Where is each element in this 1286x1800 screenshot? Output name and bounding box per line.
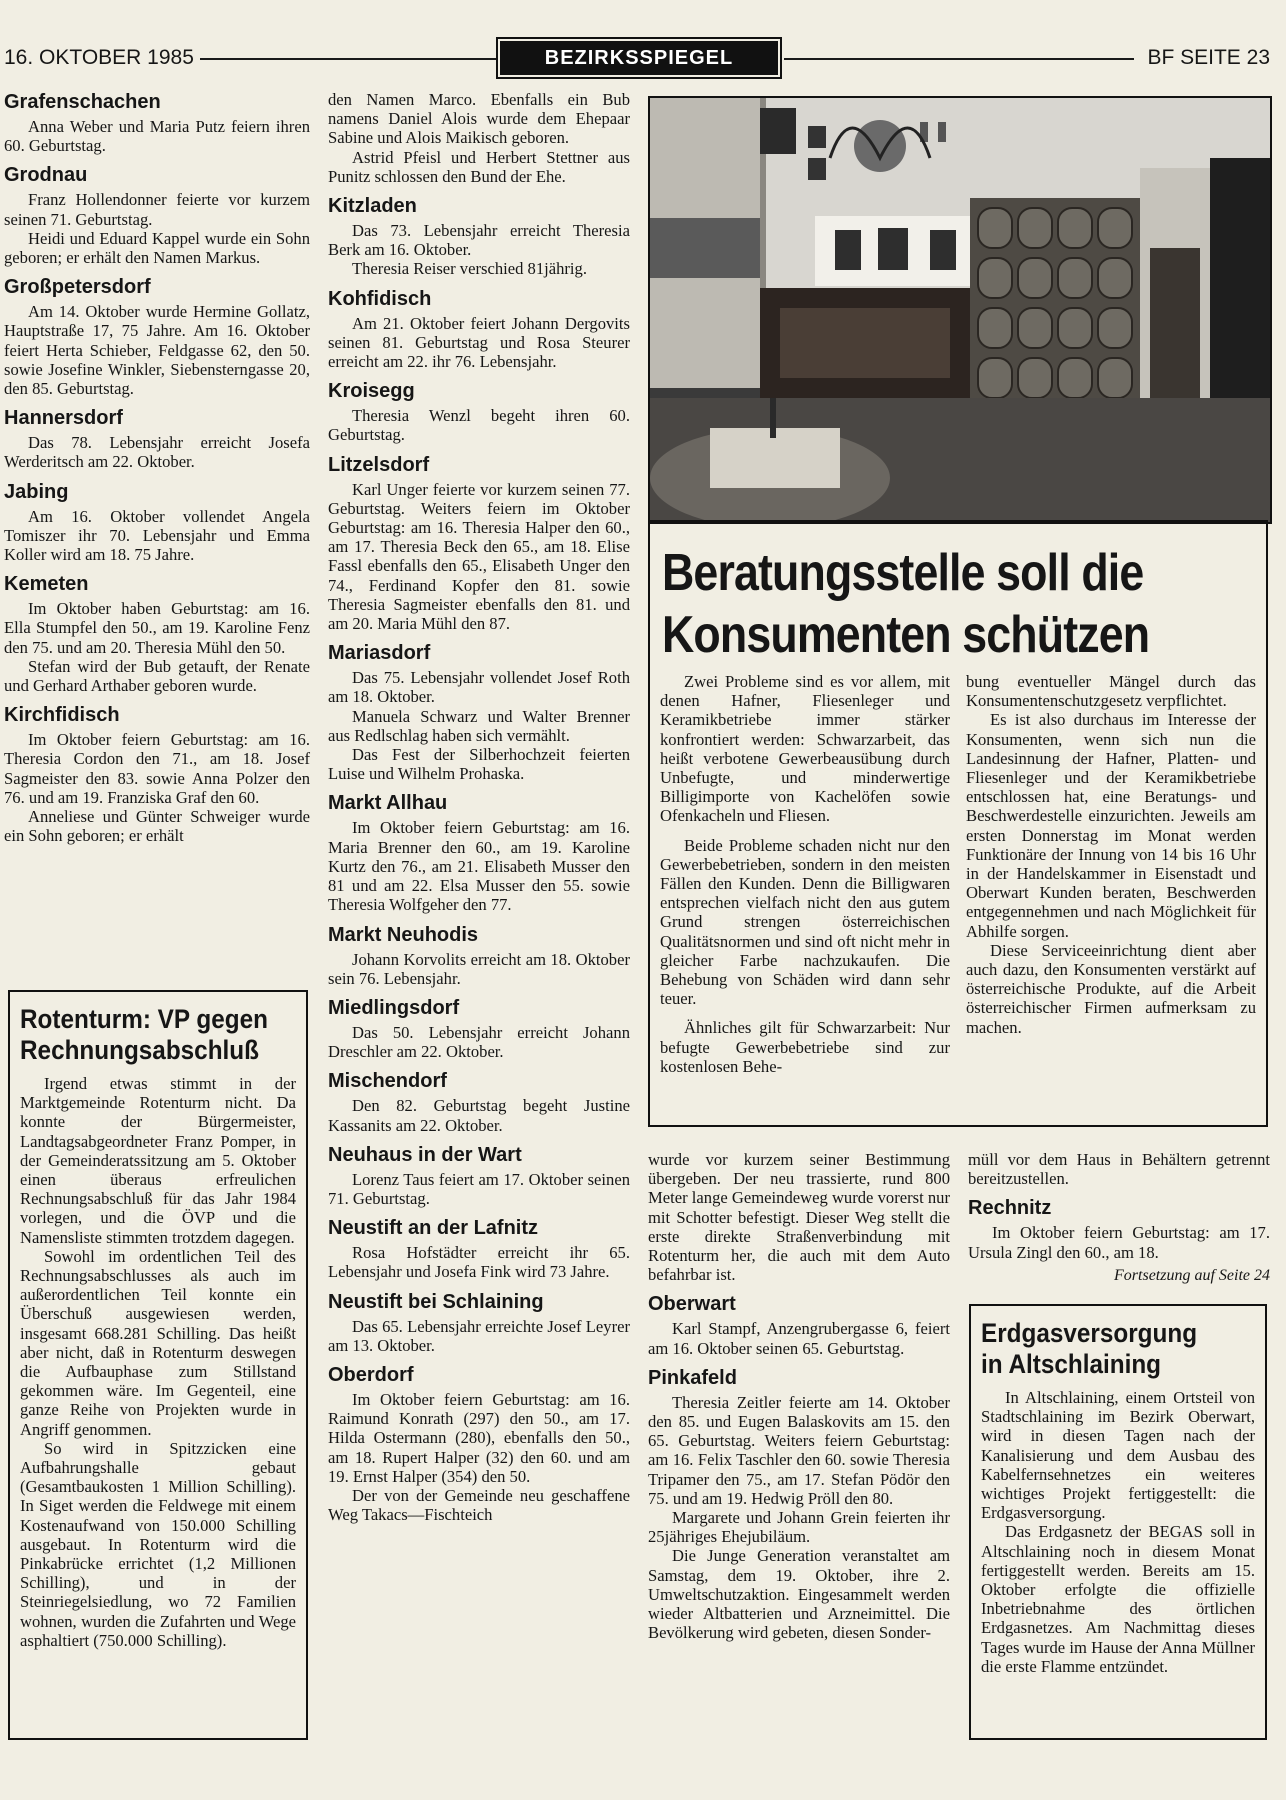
locality-heading: Kroisegg	[328, 380, 415, 403]
locality-heading: Grafenschachen	[4, 91, 161, 113]
locality-heading: Litzelsdorf	[328, 453, 430, 476]
locality-heading: Neustift bei Schlaining	[328, 1290, 544, 1313]
feature-column-left	[660, 672, 950, 1076]
locality-text: Astrid Pfeisl und Herbert Stettner aus Punitz schlossen den Bund der Ehe.	[328, 147, 630, 186]
locality-text: Theresia Zeitler feierte am 14. Oktober den 85. und Eugen Balaskovits am 15. den 65. Geburtstag. Weiters feiern Geburtstag: am 16. Felix Taschler den 60. sowie Theresia Tripamer den 75., am 17. Stefan Pödör den 75. und am 19. Hedwig Pröll den 80.	[648, 1392, 950, 1508]
article-paragraph: So wird in Spitzzicken eine Aufbahrungshalle gebaut (Gesamtbaukosten 1 Million Schilling). In Siget werden die Feldwege mit einem Kostenaufwand von 150.000 Schilling ausgebaut. In Rotenturm wird die Pinkabrücke errichtet (1,2 Millionen Schilling), und in der Steinriegelsiedlung, wo 72 Familien wohnen, wurden die Zufahrten und Wege asphaltiert (750.000 Schilling).	[20, 1438, 296, 1650]
locality-text: Das 50. Lebensjahr erreicht Johann Dreschler am 22. Oktober.	[328, 1022, 630, 1062]
locality-text: Franz Hollendonner feierte vor kurzem seinen 71. Geburtstag.	[4, 190, 310, 229]
locality-text: Das 65. Lebensjahr erreichte Josef Leyrer am 13. Oktober.	[328, 1316, 630, 1355]
headline-line-1: Beratungsstelle soll die	[662, 544, 1144, 602]
locality-text: Anna Weber und Maria Putz feiern ihren 60. Geburtstag.	[4, 117, 310, 156]
locality-heading: Pinkafeld	[648, 1366, 737, 1389]
article-paragraph: Das Erdgasnetz der BEGAS soll in Altschlaining noch in diesem Monat fertiggestellt werden. Bereits am 15. Oktober erfolgte die offizielle Inbetriebnahme des örtlichen Erdgasnetzes. Am Nachmittag dieses Tages wurde im Hause der Anna Müllner die erste Flamme entzündet.	[981, 1522, 1255, 1676]
locality-heading: Markt Neuhodis	[328, 923, 479, 946]
locality-text: Das Fest der Silberhochzeit feierten Luise und Wilhelm Prohaska.	[328, 745, 630, 784]
locality-heading: Kirchfidisch	[4, 704, 120, 727]
feature-column-right	[966, 672, 1256, 1037]
locality-text: Manuela Schwarz und Walter Brenner aus Redlschlag haben sich vermählt.	[328, 706, 630, 745]
locality-text: Im Oktober feiern Geburtstag: am 17. Ursula Zingl den 60., am 18.	[968, 1223, 1270, 1262]
locality-text: Karl Unger feierte vor kurzem seinen 77. Geburtstag. Weiters feiern im Oktober Geburtstag: am 16. Theresia Halper den 60., am 17. Theresia Beck den 65., am 18. Elise Fassl ebenfalls den 65., Elisabeth Unger den 74., Ferdinand Kopfer den 81. sowie Theresia Sagmeister ebenfalls den 81. und am 20. Maria Mühl den 87.	[328, 479, 630, 634]
locality-heading: Mischendorf	[328, 1070, 447, 1093]
locality-heading: Kitzladen	[328, 195, 417, 218]
headline-line-2: Rechnungsabschluß	[20, 1035, 259, 1065]
page-header	[4, 44, 1270, 76]
locality-heading: Miedlingsdorf	[328, 996, 460, 1019]
article-box-rotenturm	[8, 990, 308, 1740]
locality-text: Theresia Reiser verschied 81jährig.	[352, 259, 587, 279]
continuation-note: Fortsetzung auf Seite 24	[1114, 1266, 1270, 1284]
locality-heading: Hannersdorf	[4, 407, 123, 430]
article-paragraph: Sowohl im ordentlichen Teil des Rechnungsabschlusses als auch im außerordentlichen Teil konnte ein Überschuß ausgewiesen werden, insgesamt 668.281 Schilling. Das heißt aber nicht, daß in Rotenturm deswegen die Aufbauphase zum Stillstand gekommen wäre. Im Gegenteil, eine ganze Reihe von Projekten wurde in Angriff genommen.	[20, 1246, 296, 1439]
article-paragraph: Beide Probleme schaden nicht nur den Gewerbebetrieben, sondern in den meisten Fällen den Kunden. Denn die Billigwaren entsprechen vielfach nicht den aus gutem Grund strengen österreichischen Qualitätsnormen und sind oft nicht mehr in gleicher Farbe nachzukaufen. Die Behebung von Schäden wird dann sehr teuer.	[660, 835, 950, 1009]
locality-text: Lorenz Taus feiert am 17. Oktober seinen 71. Geburtstag.	[328, 1169, 630, 1208]
locality-text: Im Oktober feiern Geburtstag: am 16. Raimund Konrath (297) den 50., am 17. Hilda Ostermann (280), ebenfalls den 50., am 18. Rupert Halper (32) den 60. und am 19. Ernst Halper (354) den 50.	[328, 1389, 630, 1486]
article-paragraph: Diese Serviceeinrichtung dient aber auch dazu, den Konsumenten verstärkt auf österreichische Produkte, auf die Arbeit österreichischer Firmen aufmerksam zu machen.	[966, 940, 1256, 1037]
locality-heading: Grodnau	[4, 164, 88, 187]
locality-text: Margarete und Johann Grein feierten ihr 25jähriges Ehejubiläum.	[648, 1508, 950, 1547]
headline-line-2: Konsumenten schützen	[662, 606, 1150, 664]
column-2	[328, 90, 630, 1524]
article-paragraph: Zwei Probleme sind es vor allem, mit denen Hafner, Fliesenleger und Keramikbetriebe immer stärker konfrontiert werden: Schwarzarbeit, das heißt verbotene Gewerbeausübung durch Unbefugte, und minderwertige Billigimporte von Kachelöfen sowie Ofenkacheln und Fliesen.	[660, 672, 950, 826]
headline-line-2: in Altschlaining	[981, 1349, 1162, 1379]
locality-heading: Oberdorf	[328, 1363, 414, 1386]
locality-text: den Namen Marco. Ebenfalls ein Bub namens Daniel Alois wurde dem Ehepaar Sabine und Alois Maikisch geboren.	[328, 90, 630, 148]
headline-line-1: Rotenturm: VP gegen	[20, 1004, 268, 1034]
locality-heading: Oberwart	[648, 1293, 736, 1316]
feature-article	[648, 520, 1268, 1127]
locality-text: Stefan wird der Bub getauft, der Renate und Gerhard Arthaber geboren wurde.	[4, 656, 310, 696]
locality-text: müll vor dem Haus in Behältern getrennt bereitzustellen.	[968, 1150, 1270, 1189]
locality-text: Rosa Hofstädter erreicht ihr 65. Lebensjahr und Josefa Fink wird 73 Jahre.	[328, 1243, 630, 1282]
locality-text: Den 82. Geburtstag begeht Justine Kassanits am 22. Oktober.	[328, 1096, 630, 1135]
locality-heading: Neustift an der Lafnitz	[328, 1217, 539, 1240]
photo-illustration	[650, 98, 1270, 522]
locality-text: Karl Stampf, Anzengrubergasse 6, feiert am 16. Oktober seinen 65. Geburtstag.	[648, 1319, 950, 1358]
locality-text: Theresia Wenzl begeht ihren 60. Geburtstag.	[328, 406, 630, 445]
photo-tiled-stove	[648, 96, 1272, 524]
column-4	[968, 1150, 1270, 1285]
locality-heading: Kemeten	[4, 573, 89, 596]
article-headline	[20, 1004, 268, 1066]
locality-text: Das 75. Lebensjahr vollendet Josef Roth am 18. Oktober.	[328, 668, 630, 707]
locality-text: Anneliese und Günter Schweiger wurde ein Sohn geboren; er erhält	[4, 807, 310, 846]
locality-heading: Markt Allhau	[328, 792, 448, 815]
article-paragraph: In Altschlaining, einem Ortsteil von Stadtschlaining im Bezirk Oberwart, wird in diesen Tagen nach der Kanalisierung und dem Ausbau des Kabelfernsehnetzes ein weiteres wichtiges Projekt fertiggestellt: die Erdgasversorgung.	[981, 1388, 1255, 1523]
column-3	[648, 1150, 950, 1642]
section-title: BEZIRKSSPIEGEL	[500, 41, 778, 75]
issue-date: 16. OKTOBER 1985	[4, 46, 194, 69]
locality-text: Die Junge Generation veranstaltet am Samstag, dem 19. Oktober, ihre 2. Umweltschutzaktion. Eingesammelt werden wieder Altbatterien und Arzneimittel. Die Bevölkerung wird gebeten, diesen Sonder-	[648, 1546, 950, 1643]
article-box-erdgas	[969, 1304, 1267, 1740]
locality-text: Der von der Gemeinde neu geschaffene Weg Takacs—Fischteich	[328, 1485, 630, 1525]
locality-heading: Großpetersdorf	[4, 276, 151, 299]
locality-text: Im Oktober feiern Geburtstag: am 16. Theresia Cordon den 71., am 18. Josef Sagmeister den 83. sowie Anna Polzer den 76. und am 19. Franziska Graf den 60.	[4, 730, 310, 807]
locality-text: Das 78. Lebensjahr erreicht Josefa Werderitsch am 22. Oktober.	[4, 433, 310, 472]
locality-heading: Jabing	[4, 480, 69, 503]
page-number: BF SEITE 23	[1147, 46, 1270, 69]
header-rule-left	[200, 58, 496, 60]
feature-headline	[662, 542, 1175, 666]
article-headline	[981, 1318, 1228, 1380]
locality-heading: Rechnitz	[968, 1197, 1052, 1220]
locality-text: Am 16. Oktober vollendet Angela Tomiszer ihr 70. Lebensjahr und Emma Koller wird am 18. 75 Jahre.	[4, 506, 310, 565]
column-1	[4, 90, 310, 845]
article-paragraph: Irgend etwas stimmt in der Marktgemeinde Rotenturm nicht. Da konnte der Bürgermeister, Landtagsabgeordneter Franz Pomper, in der Gemeinderatssitzung am 5. Oktober einen überaus erfreulichen Rechnungsabschluß für das Jahr 1984 vorlegen, und die ÖVP und die Namensliste stimmten trotzdem dagegen.	[20, 1074, 296, 1247]
locality-heading: Kohfidisch	[328, 287, 432, 310]
locality-text: wurde vor kurzem seiner Bestimmung übergeben. Der neu trassierte, rund 800 Meter lange Gemeindeweg wurde vorerst nur mit Schotter befestigt. Dieser Weg stellt die erste direkte Straßenverbindung mit Rotenturm her, die auch mit dem Auto befahrbar ist.	[648, 1150, 950, 1285]
locality-text: Im Oktober feiern Geburtstag: am 16. Maria Brenner den 60., am 19. Karoline Kurtz den 76., am 21. Elisabeth Musser den 81 und am 22. Elsa Musser den 55. sowie Theresia Wolfgeher den 77.	[328, 818, 630, 915]
locality-text: Das 73. Lebensjahr erreicht Theresia Berk am 16. Oktober.	[328, 221, 630, 260]
headline-line-1: Erdgasversorgung	[981, 1318, 1198, 1348]
locality-heading: Mariasdorf	[328, 642, 431, 665]
article-paragraph: Ähnliches gilt für Schwarzarbeit: Nur befugte Gewerbebetriebe sind zur kostenlosen Behe-	[660, 1018, 950, 1076]
article-paragraph: bung eventueller Mängel durch das Konsumentenschutzgesetz verpflichtet.	[966, 672, 1256, 711]
article-paragraph: Es ist also durchaus im Interesse der Konsumenten, wenn sich nun die Landesinnung der Hafner, Platten- und Fliesenleger und der Keramikbetriebe entschlossen hat, eine Beratungs- und Beschwerdestelle einzurichten. Jeweils am ersten Donnerstag im Monat werden Funktionäre der Innung von 14 bis 16 Uhr in der Handelskammer in Eisenstadt und Oberwart Kunden beraten, Beschwerden entgegennehmen und nach Möglichkeit für Abhilfe sorgen.	[966, 710, 1256, 941]
locality-text: Johann Korvolits erreicht am 18. Oktober sein 76. Lebensjahr.	[328, 949, 630, 988]
locality-text: Heidi und Eduard Kappel wurde ein Sohn geboren; er erhält den Namen Markus.	[4, 228, 310, 268]
locality-text: Am 14. Oktober wurde Hermine Gollatz, Hauptstraße 17, 75 Jahre. Am 16. Oktober feiert Herta Schieber, Feldgasse 62, den 50. sowie Josefine Winkler, Siebensterngasse 20, den 85. Geburtstag.	[4, 302, 310, 399]
header-rule-right	[784, 58, 1134, 60]
locality-text: Am 21. Oktober feiert Johann Dergovits seinen 81. Geburtstag und Rosa Steurer erreicht am 22. ihr 76. Lebensjahr.	[328, 313, 630, 372]
locality-text: Im Oktober haben Geburtstag: am 16. Ella Stumpfel den 50., am 19. Karoline Fenz den 75. und am 20. Theresia Mühl den 50.	[4, 599, 310, 657]
locality-heading: Neuhaus in der Wart	[328, 1143, 522, 1166]
